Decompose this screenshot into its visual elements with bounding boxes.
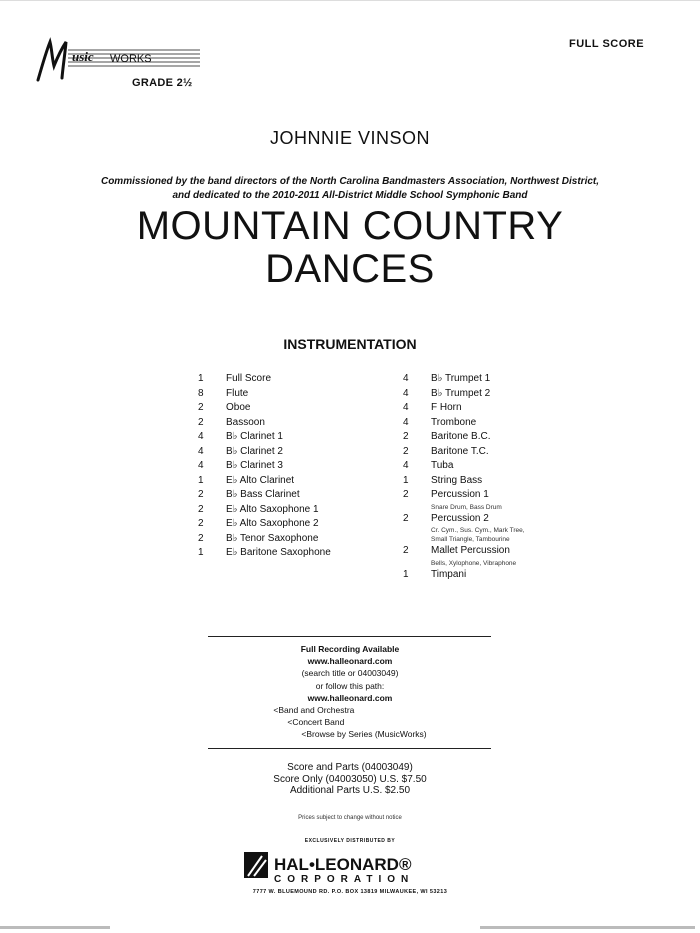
path-step: <Concert Band bbox=[287, 717, 345, 728]
instrument-name: E♭ Alto Saxophone 1 bbox=[226, 503, 319, 515]
instrument-entry bbox=[198, 459, 331, 474]
instrument-row bbox=[198, 387, 331, 402]
title-line: MOUNTAIN COUNTRY bbox=[136, 204, 564, 248]
instrument-entry bbox=[198, 532, 331, 547]
instrument-qty: 1 bbox=[198, 373, 204, 384]
price-notice: Prices subject to change without notice bbox=[298, 815, 402, 821]
recording-url-2[interactable]: www.halleonard.com bbox=[307, 692, 393, 703]
instrument-entry bbox=[198, 517, 331, 532]
recording-search: (search title or 04003049) bbox=[301, 668, 399, 679]
instrument-row bbox=[403, 568, 525, 583]
instrument-name: Timpani bbox=[431, 568, 467, 580]
instrument-row bbox=[403, 544, 525, 559]
instrument-name: E♭ Alto Clarinet bbox=[226, 474, 295, 486]
instrument-entry bbox=[403, 488, 525, 512]
instrument-row bbox=[198, 459, 331, 474]
instrument-qty: 1 bbox=[403, 568, 409, 580]
pricing-info bbox=[0, 762, 700, 797]
instrument-row bbox=[198, 517, 331, 532]
instrument-qty: 4 bbox=[198, 431, 204, 442]
instrument-entry bbox=[403, 512, 525, 545]
instrument-entry bbox=[198, 474, 331, 489]
instrument-row bbox=[403, 445, 525, 460]
instrument-row bbox=[198, 372, 331, 387]
instrument-entry bbox=[198, 416, 331, 431]
instrument-entry bbox=[198, 488, 331, 503]
commission-line: and dedicated to the 2010-2011 All-District Middle School Symphonic Band bbox=[172, 190, 528, 201]
recording-path bbox=[273, 704, 426, 741]
instrument-name: Percussion 2 bbox=[431, 512, 489, 524]
distributor-address: 7777 W. BLUEMOUND RD. P.O. BOX 13819 MILWAUKEE, WI 53213 bbox=[252, 889, 448, 895]
instrument-entry bbox=[403, 445, 525, 460]
instrument-entry bbox=[198, 387, 331, 402]
footer-watermark-left bbox=[0, 920, 120, 933]
instrument-entry bbox=[403, 401, 525, 416]
instrument-row bbox=[198, 532, 331, 547]
instrument-qty: 8 bbox=[198, 387, 204, 399]
instrument-row bbox=[403, 488, 525, 503]
instrument-name: Percussion 1 bbox=[431, 489, 489, 500]
instrument-qty: 2 bbox=[403, 512, 409, 524]
instrument-entry bbox=[403, 430, 525, 445]
instrument-qty: 4 bbox=[403, 460, 409, 471]
instrument-qty: 4 bbox=[403, 416, 409, 428]
instrument-name: B♭ Tenor Saxophone bbox=[226, 532, 319, 544]
instrument-entry bbox=[198, 401, 331, 416]
recording-follow: or follow this path: bbox=[315, 680, 385, 691]
instrument-name: Trombone bbox=[431, 416, 477, 428]
instrument-qty: 2 bbox=[198, 532, 204, 544]
price-line: Score and Parts (04003049) bbox=[287, 762, 413, 773]
footer-watermark-right bbox=[480, 920, 700, 933]
instrument-name: B♭ Clarinet 2 bbox=[226, 445, 283, 457]
instrument-name: E♭ Baritone Saxophone bbox=[226, 547, 331, 558]
instrument-qty: 2 bbox=[403, 489, 409, 500]
instrument-qty: 2 bbox=[403, 431, 409, 442]
instrumentation-heading: INSTRUMENTATION bbox=[283, 336, 417, 352]
instrument-name: Flute bbox=[226, 387, 249, 399]
instrument-qty: 4 bbox=[198, 445, 204, 457]
instrument-detail: Cr. Cym., Sus. Cym., Mark Tree, bbox=[431, 527, 525, 534]
instrument-detail: Small Triangle, Tambourine bbox=[431, 536, 510, 543]
instrument-entry bbox=[403, 372, 525, 387]
commission-text bbox=[0, 175, 700, 203]
instrument-qty: 2 bbox=[198, 503, 204, 515]
instrument-qty: 2 bbox=[403, 545, 409, 556]
instrument-detail: Snare Drum, Bass Drum bbox=[431, 503, 502, 511]
instrument-qty: 4 bbox=[403, 387, 409, 399]
instrument-entry bbox=[198, 546, 331, 561]
distributor-label: EXCLUSIVELY DISTRIBUTED BY bbox=[304, 838, 396, 844]
divider bbox=[208, 636, 491, 637]
distributor-name: HAL•LEONARD® bbox=[274, 855, 412, 874]
instrument-name: Baritone B.C. bbox=[431, 431, 491, 442]
instrument-qty: 2 bbox=[198, 402, 204, 413]
instrument-row bbox=[198, 430, 331, 445]
svg-text:usic: usic bbox=[72, 49, 94, 64]
path-step: <Browse by Series (MusicWorks) bbox=[301, 729, 427, 740]
instrument-qty: 2 bbox=[198, 518, 204, 529]
instrument-name: Mallet Percussion bbox=[431, 545, 510, 556]
instrument-row bbox=[198, 401, 331, 416]
instrument-name: B♭ Bass Clarinet bbox=[226, 489, 300, 500]
instrument-row bbox=[403, 474, 525, 489]
instrument-qty: 4 bbox=[403, 373, 409, 384]
instrument-name: Bassoon bbox=[226, 416, 265, 428]
instrument-qty: 1 bbox=[198, 547, 204, 558]
instrument-qty: 2 bbox=[198, 489, 204, 500]
instrument-name: B♭ Clarinet 3 bbox=[226, 460, 283, 471]
grade-label: GRADE 2½ bbox=[132, 77, 193, 89]
instrument-name: String Bass bbox=[431, 474, 483, 486]
instrument-entry bbox=[403, 459, 525, 474]
instrument-qty: 2 bbox=[403, 445, 409, 457]
instrument-entry bbox=[403, 387, 525, 402]
recording-url[interactable]: www.halleonard.com bbox=[307, 656, 393, 667]
instrument-name: B♭ Clarinet 1 bbox=[226, 431, 283, 442]
composer-name: JOHNNIE VINSON bbox=[269, 128, 431, 148]
instrument-qty: 2 bbox=[198, 416, 204, 428]
instrument-row bbox=[403, 372, 525, 387]
instrument-entry bbox=[198, 372, 331, 387]
instrument-row bbox=[198, 474, 331, 489]
divider bbox=[208, 748, 491, 749]
instrument-qty: 4 bbox=[198, 460, 204, 471]
recording-info bbox=[0, 643, 700, 741]
instrument-row bbox=[198, 488, 331, 503]
instrument-entry bbox=[403, 416, 525, 431]
instrument-name: F Horn bbox=[431, 402, 462, 413]
top-edge-line bbox=[0, 0, 700, 1]
full-score-label: FULL SCORE bbox=[569, 38, 645, 50]
instrument-entry bbox=[403, 568, 525, 583]
instrument-row bbox=[403, 459, 525, 474]
instrumentation-left-column bbox=[198, 372, 331, 561]
title-line: DANCES bbox=[265, 247, 435, 291]
instrument-entry bbox=[198, 503, 331, 518]
instrument-name: E♭ Alto Saxophone 2 bbox=[226, 518, 319, 529]
instrument-row bbox=[403, 416, 525, 431]
instrument-name: B♭ Trumpet 1 bbox=[431, 373, 491, 384]
instrument-name: Tuba bbox=[431, 460, 454, 471]
instrument-row bbox=[403, 512, 525, 527]
logo-works-text: WORKS bbox=[110, 53, 152, 65]
instrument-detail: Bells, Xylophone, Vibraphone bbox=[431, 559, 517, 567]
instrument-row bbox=[198, 416, 331, 431]
instrument-qty: 4 bbox=[403, 402, 409, 413]
price-line: Additional Parts U.S. $2.50 bbox=[289, 785, 411, 796]
instrument-row bbox=[198, 503, 331, 518]
instrument-qty: 1 bbox=[403, 474, 409, 486]
recording-heading: Full Recording Available bbox=[300, 644, 400, 654]
instrument-row bbox=[198, 445, 331, 460]
price-line: Score Only (04003050) U.S. $7.50 bbox=[273, 773, 427, 785]
instrument-entry bbox=[198, 430, 331, 445]
instrument-name: Oboe bbox=[226, 402, 251, 413]
instrument-name: B♭ Trumpet 2 bbox=[431, 387, 491, 399]
piece-title bbox=[0, 205, 700, 291]
instrumentation-right-column bbox=[403, 372, 525, 582]
instrument-row bbox=[403, 401, 525, 416]
instrument-name: Baritone T.C. bbox=[431, 445, 489, 457]
instrument-name: Full Score bbox=[226, 373, 272, 384]
instrument-entry bbox=[198, 445, 331, 460]
instrument-row bbox=[403, 430, 525, 445]
instrument-qty: 1 bbox=[198, 474, 204, 486]
instrument-entry bbox=[403, 544, 525, 568]
instrument-row bbox=[198, 546, 331, 561]
instrument-row bbox=[403, 387, 525, 402]
distributor-sub: CORPORATION bbox=[274, 874, 415, 885]
commission-line: Commissioned by the band directors of the North Carolina Bandmasters Association, Northwest District, bbox=[100, 176, 600, 187]
instrument-entry bbox=[403, 474, 525, 489]
path-step: <Band and Orchestra bbox=[273, 705, 355, 716]
